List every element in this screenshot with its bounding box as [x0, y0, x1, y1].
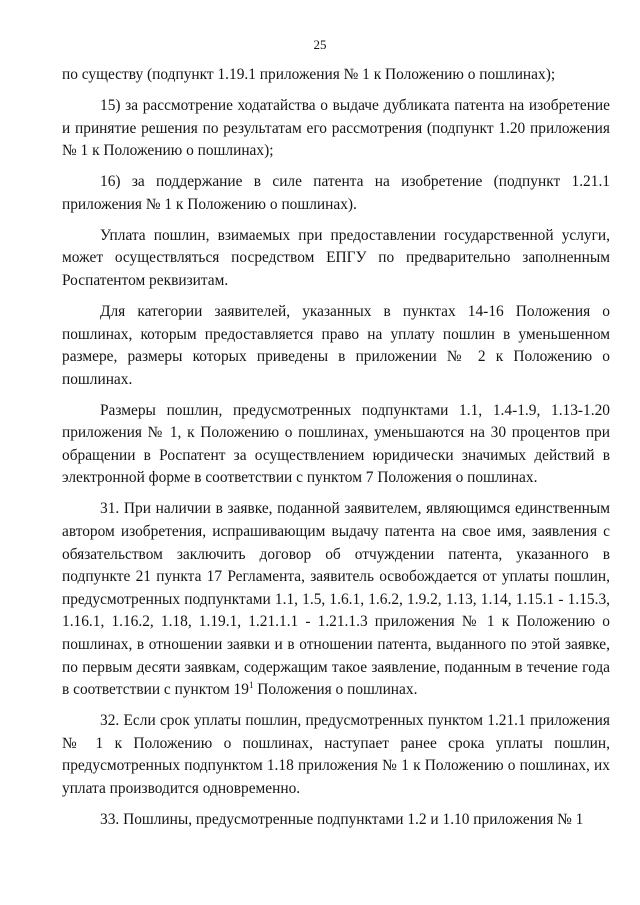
paragraph-item-16: 16) за поддержание в силе патента на изобретение (подпункт 1.21.1 приложения № 1 к Положению о пошлинах).: [62, 173, 610, 213]
paragraph-clause-32: 32. Если срок уплаты пошлин, предусмотренных пунктом 1.21.1 приложения № 1 к Положению о пошлинах, наступает ранее срока уплаты пошлин, предусмотренных подпунктом 1.18 приложения № 1 к Положению о пошлинах, их уплата производится одновременно.: [62, 712, 610, 797]
paragraph-item-15: 15) за рассмотрение ходатайства о выдаче дубликата патента на изобретение и принятие решения по результатам его рассмотрения (подпункт 1.20 приложения № 1 к Положению о пошлинах);: [62, 96, 610, 160]
clause-31-text: 31. При наличии в заявке, поданной заявителем, являющимся единственным автором изобретения, испрашивающим выдачу патента на свое имя, заявления с обязательством заключить договор об отчуждении патента, указанного в подпункте 21 пункта 17 Регламента, заявитель освобождается от уплаты пошлин, предусмотренных подпунктами 1.1, 1.5, 1.6.1, 1.6.2, 1.9.2, 1.13, 1.14, 1.15.1 - 1.15.3, 1.16.1, 1.16.2, 1.18, 1.19.1, 1.21.1.1 - 1.21.1.3 приложения № 1 к Положению о пошлинах, в отношении заявки и в отношении патента, выданного по этой заявке, по первым десяти заявкам, содержащим такое заявление, поданным в течение года в соответствии с пунктом 19: [62, 500, 610, 699]
clause-31-superscript: 1: [248, 680, 254, 691]
page-number: 25: [313, 37, 327, 52]
paragraph-reduced-fee-categories: Для категории заявителей, указанных в пунктах 14-16 Положения о пошлинах, которым предоставляется право на уплату пошлин в уменьшенном размере, размеры которых приведены в приложении № 2 к Положению о пошлинах.: [62, 302, 610, 388]
paragraph-clause-31: [62, 498, 610, 701]
paragraph-fee-payment-epgu: Уплата пошлин, взимаемых при предоставлении государственной услуги, может осуществляться посредством ЕПГУ по предварительно заполненным Роспатентом реквизитам.: [62, 226, 610, 289]
paragraph-clause-33: 33. Пошлины, предусмотренные подпунктами 1.2 и 1.10 приложения № 1: [100, 810, 584, 828]
paragraph-fee-reduction-30-percent: Размеры пошлин, предусмотренных подпунктами 1.1, 1.4-1.9, 1.13-1.20 приложения № 1, к Положению о пошлинах, уменьшаются на 30 процентов при обращении в Роспатент за осуществлением юридически значимых действий в электронной форме в соответствии с пунктом 7 Положения о пошлинах.: [62, 401, 610, 487]
clause-31-text-end: Положения о пошлинах.: [253, 681, 418, 699]
paragraph-continuation: по существу (подпункт 1.19.1 приложения № 1 к Положению о пошлинах);: [62, 66, 556, 83]
document-body: [62, 64, 610, 832]
